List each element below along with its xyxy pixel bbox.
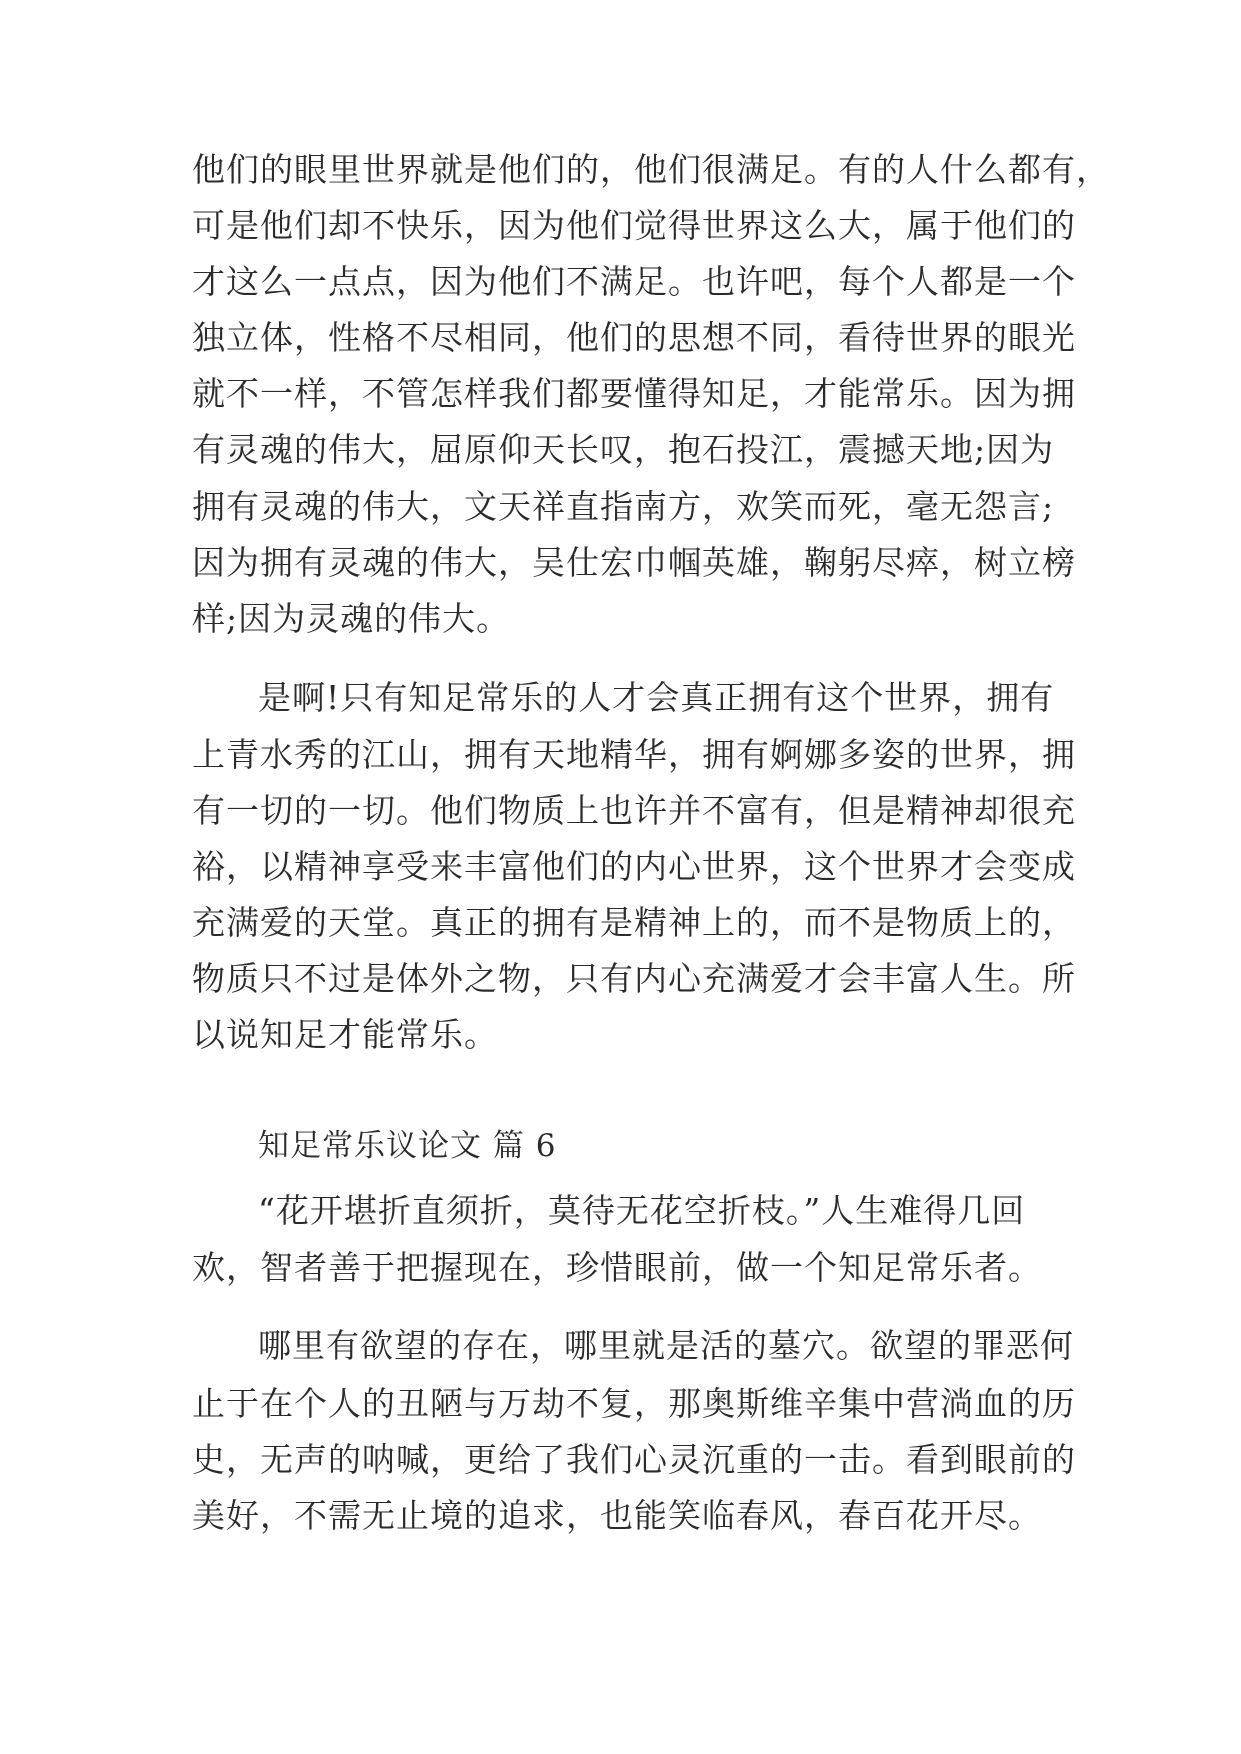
paragraph-2-line: 充满爱的天堂。真正的拥有是精神上的，而不是物质上的， — [192, 903, 1076, 942]
paragraph-4-line: 美好，不需无止境的追求，也能笑临春风，春百花开尽。 — [192, 1496, 1042, 1535]
paragraph-3-line: “花开堪折直须折，莫待无花空折枝。”人生难得几回 — [258, 1191, 1026, 1230]
paragraph-1-line: 他们的眼里世界就是他们的，他们很满足。有的人什么都有， — [192, 150, 1110, 189]
paragraph-3-line: 欢，智者善于把握现在，珍惜眼前，做一个知足常乐者。 — [192, 1248, 1042, 1287]
paragraph-2-line: 是啊!只有知足常乐的人才会真正拥有这个世界，拥有 — [258, 678, 1055, 717]
paragraph-1-line: 独立体，性格不尽相同，他们的思想不同，看待世界的眼光 — [192, 318, 1076, 357]
paragraph-2-line: 上青水秀的江山，拥有天地精华，拥有婀娜多姿的世界，拥 — [192, 735, 1076, 774]
paragraph-1-line: 样;因为灵魂的伟大。 — [192, 599, 511, 638]
paragraph-1-line: 才这么一点点，因为他们不满足。也许吧，每个人都是一个 — [192, 262, 1076, 301]
paragraph-2-line: 物质只不过是体外之物，只有内心充满爱才会丰富人生。所 — [192, 959, 1076, 998]
paragraph-1-line: 可是他们却不快乐，因为他们觉得世界这么大，属于他们的 — [192, 206, 1076, 245]
paragraph-1-line: 就不一样，不管怎样我们都要懂得知足，才能常乐。因为拥 — [192, 374, 1076, 413]
paragraph-4-line: 止于在个人的丑陋与万劫不复，那奥斯维辛集中营淌血的历 — [192, 1384, 1076, 1423]
paragraph-1-line: 有灵魂的伟大，屈原仰天长叹，抱石投江，震撼天地;因为 — [192, 430, 1055, 469]
paragraph-2-line: 裕，以精神享受来丰富他们的内心世界，这个世界才会变成 — [192, 847, 1076, 886]
paragraph-1-line: 拥有灵魂的伟大，文天祥直指南方，欢笑而死，毫无怨言; — [192, 487, 1055, 526]
section-heading: 知足常乐议论文 篇 6 — [258, 1128, 557, 1164]
paragraph-4-line: 史，无声的呐喊，更给了我们心灵沉重的一击。看到眼前的 — [192, 1440, 1076, 1479]
paragraph-2-line: 以说知足才能常乐。 — [192, 1015, 498, 1054]
paragraph-2-line: 有一切的一切。他们物质上也许并不富有，但是精神却很充 — [192, 791, 1076, 830]
paragraph-4-line: 哪里有欲望的存在，哪里就是活的墓穴。欲望的罪恶何 — [258, 1326, 1074, 1365]
paragraph-1-line: 因为拥有灵魂的伟大，吴仕宏巾帼英雄，鞠躬尽瘁，树立榜 — [192, 543, 1076, 582]
